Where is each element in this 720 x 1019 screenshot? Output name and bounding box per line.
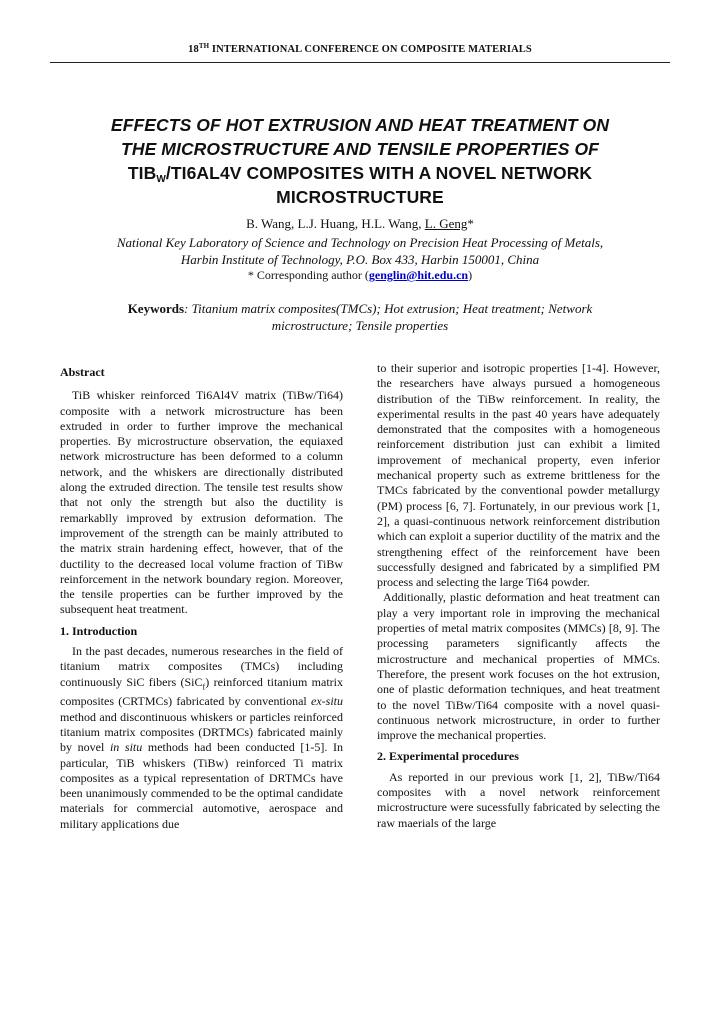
title-tib: TIB — [127, 163, 157, 183]
introduction-heading: 1. Introduction — [60, 623, 138, 638]
affiliation — [0, 234, 720, 268]
title-subscript-w: W — [156, 174, 166, 185]
experimental-heading: 2. Experimental procedures — [377, 749, 519, 764]
left-column — [60, 365, 343, 832]
corresponding-author-note — [0, 268, 720, 283]
header-text: INTERNATIONAL CONFERENCE ON COMPOSITE MATERIALS — [209, 44, 532, 55]
corresponding-author-name: L. Geng — [424, 216, 468, 231]
intro-subscript-f: f — [202, 682, 206, 692]
experimental-paragraph: As reported in our previous work [1, 2], TiBw/Ti64 composites with a novel network reinforcement microstructure were sucessfully fabricated by selecting the raw maerials of the large — [377, 769, 660, 830]
introduction-paragraph-2: Additionally, plastic deformation and heat treatment can play a very important role in improving the mechanical properties of metal matrix composites (MMCs) [8, 9]. The processing parameters significantly affects the microstructure and mechanical properties of MMCs. Therefore, the present work focuses on the hot extrusion, one of plastic deformation techniques, and heat treatment to the novel TiBw/Ti64 composite with a novel quasi-continuous network microstructure, in order to further improve the mechanical properties. — [377, 590, 660, 743]
corr-suffix: ) — [468, 268, 473, 282]
header-superscript: TH — [198, 42, 210, 50]
keywords-label: Keywords — [127, 301, 185, 316]
paper-title — [60, 113, 660, 209]
intro-text-c: method and discontinuous whiskers or particles reinforced titanium matrix composites (DRTMCs) fabricated mainly by novel — [60, 709, 343, 755]
author-list — [0, 216, 720, 232]
corr-prefix: * Corresponding author ( — [247, 268, 369, 282]
title-line-3-rest: /TI6AL4V COMPOSITES WITH A NOVEL NETWORK — [165, 163, 593, 183]
title-line-3 — [60, 161, 660, 185]
title-line-1: EFFECTS OF HOT EXTRUSION AND HEAT TREATMENT ON — [110, 115, 610, 135]
author-names: B. Wang, L.J. Huang, H.L. Wang, — [246, 216, 425, 231]
author-star: * — [467, 216, 474, 231]
abstract-heading: Abstract — [60, 365, 105, 379]
introduction-paragraph — [60, 644, 343, 832]
keywords-text: : Titanium matrix composites(TMCs); Hot extrusion; Heat treatment; Network microstructure; Tensile properties — [184, 301, 593, 333]
right-column — [377, 361, 660, 831]
title-line-4: MICROSTRUCTURE — [276, 187, 444, 207]
affiliation-line-1: National Key Laboratory of Science and Technology on Precision Heat Processing of Metals, — [116, 235, 604, 250]
title-line-2: THE MICROSTRUCTURE AND TENSILE PROPERTIES OF — [121, 139, 599, 159]
abstract-text: TiB whisker reinforced Ti6Al4V matrix (TiBw/Ti64) composite with a network microstructure has been extruded in order to further improve the mechanical properties. By microstructure observation, the equiaxed network microstructure has been deformed to a column network, and the whiskers are directionally distributed along the extruded direction. The tensile test results show that not only the strength but also the ductility is remarkablly improved by extrusion deformation. The improvement of the strength can be mainly attributed to the matrix strain hardening effect, however, that of the ductility to the decreased local volume fraction of TiBw reinforcement in the network boundary region. Moreover, the tensile properties can be further improved by the subsequent heat treatment. — [60, 388, 343, 617]
introduction-continued: to their superior and isotropic properties [1-4]. However, the researchers have always pursued a homogeneous distribution of the TiBw reinforcement. In reality, the experimental results in the past 40 years have adequately demonstrated that the composites with a homogeneous reinforcement distribution just can exhibit a limited improvement of mechanical property, even inferior mechanical property such as extreme brittleness for the TMCs fabricated by the conventional powder metallurgy (PM) process [6, 7]. Fortunately, in our previous work [1, 2], a quasi-continuous network reinforcement distribution which can exploit a superior ductility of the matrix and the strengthening effect of the reinforcement have been successfully designed and fabricated by a simplified PM process and selecting the large Ti64 powder. — [377, 361, 660, 590]
intro-ex-situ: ex-situ — [311, 694, 343, 709]
keywords — [100, 300, 620, 334]
affiliation-line-2: Harbin Institute of Technology, P.O. Box 433, Harbin 150001, China — [180, 252, 540, 267]
intro-text-d: methods had been conducted [1-5]. In particular, TiB whiskers (TiBw) reinforced Ti matrix composites as a typical representation of DRTMCs have been unanimously commended to be the optimal candidate materials for commercial automotive, aerospace and military applications due — [60, 740, 343, 831]
conference-header — [0, 42, 720, 55]
header-rule — [50, 62, 670, 63]
intro-in-situ: in situ — [109, 740, 143, 755]
intro-text-a: In the past decades, numerous researches in the field of titanium matrix composites (TMCs) including continuously SiC fibers (SiC — [60, 644, 343, 689]
intro-text-b: ) reinforced titanium matrix composites (CRTMCs) fabricated by conventional — [60, 674, 344, 709]
header-number: 18 — [188, 44, 199, 55]
email-link[interactable]: genglin@hit.edu.cn — [368, 268, 469, 282]
